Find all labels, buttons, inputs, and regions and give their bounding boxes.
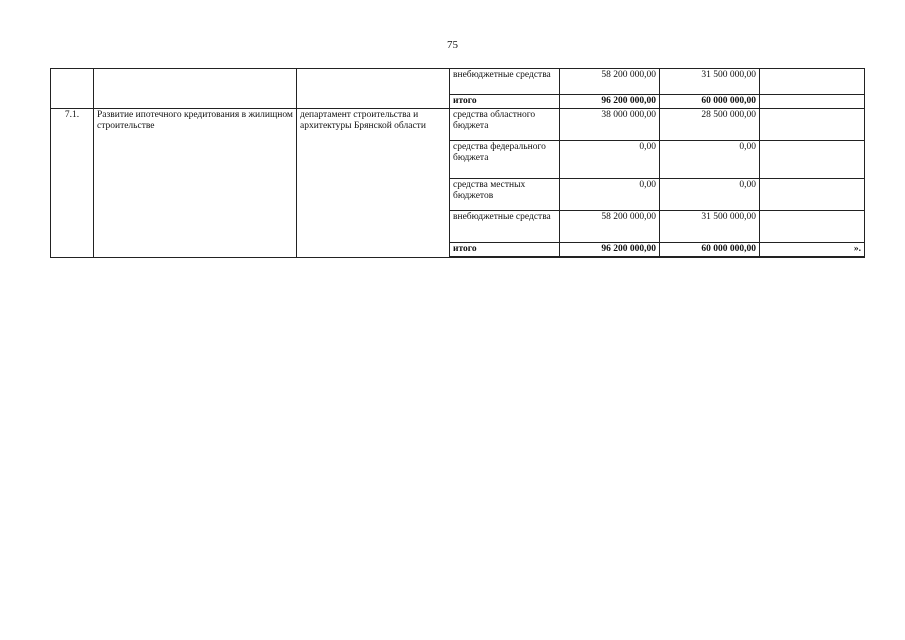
extra-cell bbox=[760, 211, 865, 243]
page-number: 75 bbox=[447, 39, 458, 51]
funding-source-cell: итого bbox=[450, 95, 560, 109]
extra-cell bbox=[760, 179, 865, 211]
funding-source-cell: средства местных бюджетов bbox=[450, 179, 560, 211]
item-number-cell bbox=[51, 69, 94, 109]
amount-2021-cell: 96 200 000,00 bbox=[560, 243, 660, 258]
closing-quote-cell: ». bbox=[760, 243, 865, 258]
funding-source-cell: внебюджетные средства bbox=[450, 69, 560, 95]
executor-cell: департамент строительства и архитектуры Брянской области bbox=[297, 109, 450, 258]
extra-cell bbox=[760, 69, 865, 95]
extra-cell bbox=[760, 109, 865, 141]
funding-source-cell: итого bbox=[450, 243, 560, 258]
amount-2021-cell: 58 200 000,00 bbox=[560, 69, 660, 95]
extra-cell bbox=[760, 141, 865, 179]
item-number-cell: 7.1. bbox=[51, 109, 94, 258]
amount-2021-cell: 58 200 000,00 bbox=[560, 211, 660, 243]
table-row bbox=[51, 109, 865, 141]
item-name-cell bbox=[94, 69, 297, 109]
amount-2022-cell: 60 000 000,00 bbox=[660, 243, 760, 258]
extra-cell bbox=[760, 95, 865, 109]
amount-2022-cell: 31 500 000,00 bbox=[660, 69, 760, 95]
funding-source-cell: внебюджетные средства bbox=[450, 211, 560, 243]
amount-2022-cell: 31 500 000,00 bbox=[660, 211, 760, 243]
funding-source-cell: средства федерального бюджета bbox=[450, 141, 560, 179]
amount-2022-cell: 0,00 bbox=[660, 179, 760, 211]
amount-2021-cell: 38 000 000,00 bbox=[560, 109, 660, 141]
amount-2022-cell: 0,00 bbox=[660, 141, 760, 179]
amount-2021-cell: 96 200 000,00 bbox=[560, 95, 660, 109]
executor-cell bbox=[297, 69, 450, 109]
amount-2021-cell: 0,00 bbox=[560, 179, 660, 211]
amount-2021-cell: 0,00 bbox=[560, 141, 660, 179]
amount-2022-cell: 60 000 000,00 bbox=[660, 95, 760, 109]
table-row bbox=[51, 69, 865, 95]
budget-table bbox=[50, 68, 865, 258]
funding-source-cell: средства областного бюджета bbox=[450, 109, 560, 141]
amount-2022-cell: 28 500 000,00 bbox=[660, 109, 760, 141]
item-name-cell: Развитие ипотечного кредитования в жилищном строительстве bbox=[94, 109, 297, 258]
